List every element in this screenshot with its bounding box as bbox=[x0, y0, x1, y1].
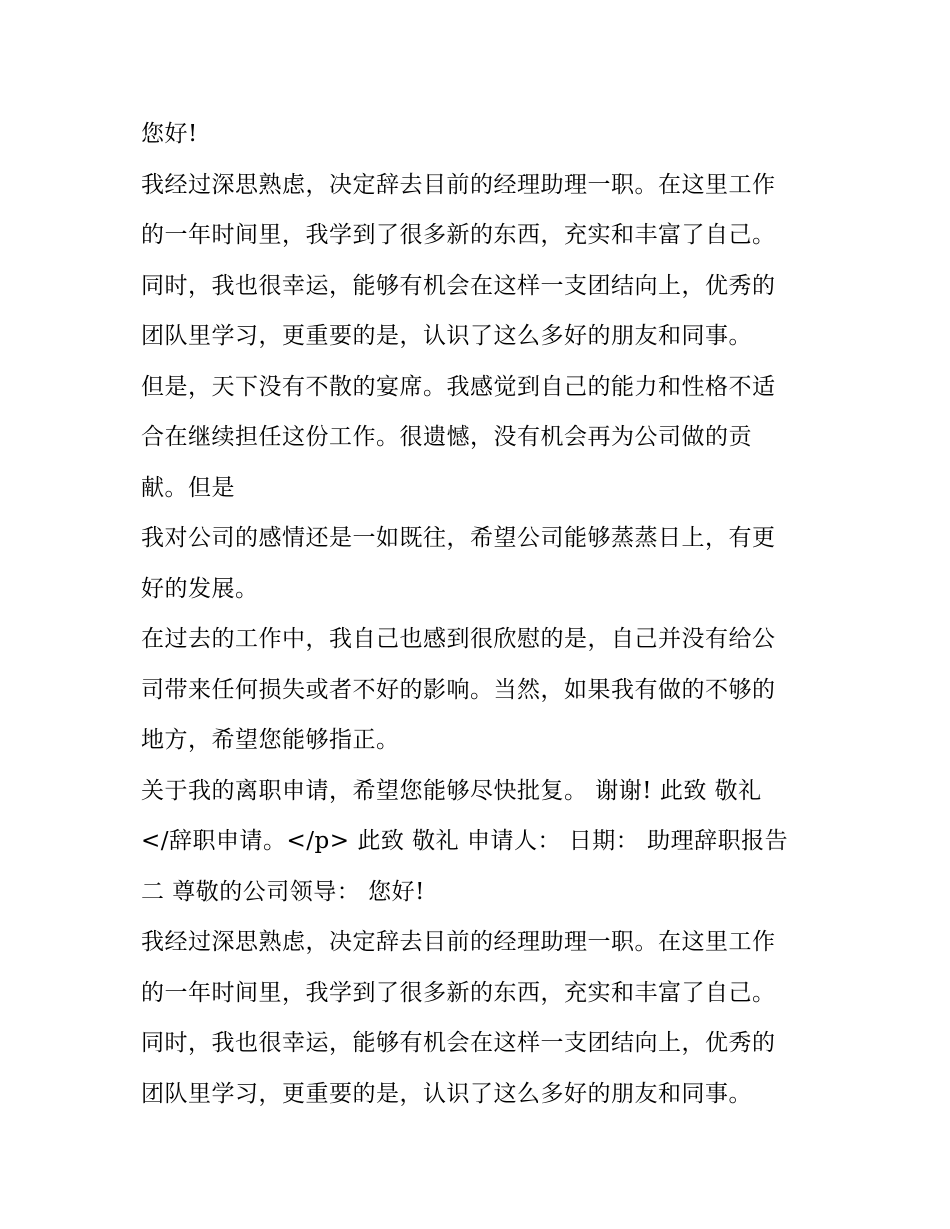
text-line: 我经过深思熟虑，决定辞去目前的经理助理一职。在这里工作 bbox=[141, 171, 776, 198]
text-line: 我经过深思熟虑，决定辞去目前的经理助理一职。在这里工作 bbox=[141, 929, 776, 955]
text-line: 的一年时间里，我学到了很多新的东西，充实和丰富了自己。 bbox=[141, 979, 776, 1006]
text-line: 团队里学习，更重要的是，认识了这么多好的朋友和同事。 bbox=[141, 323, 752, 349]
text-line: 地方，希望您能够指正。 bbox=[141, 727, 400, 753]
text-line: 二 尊敬的公司领导： 您好! bbox=[141, 878, 425, 905]
text-line: 您好! bbox=[141, 121, 198, 147]
text-line: 但是，天下没有不散的宴席。我感觉到自己的能力和性格不适 bbox=[141, 373, 776, 400]
text-line: 团队里学习，更重要的是，认识了这么多好的朋友和同事。 bbox=[141, 1080, 752, 1107]
text-line: 司带来任何损失或者不好的影响。当然，如果我有做的不够的 bbox=[141, 676, 776, 703]
text-line: 献。但是 bbox=[141, 474, 235, 501]
text-line: 我对公司的感情还是一如既往，希望公司能够蒸蒸日上，有更 bbox=[141, 525, 776, 551]
document-body bbox=[141, 109, 821, 1119]
text-line: 关于我的离职申请，希望您能够尽快批复。 谢谢! 此致 敬礼 bbox=[141, 777, 762, 804]
text-line: 的一年时间里，我学到了很多新的东西，充实和丰富了自己。 bbox=[141, 222, 776, 248]
text-line: 在过去的工作中，我自己也感到很欣慰的是，自己并没有给公 bbox=[141, 626, 776, 652]
text-line: 同时，我也很幸运，能够有机会在这样一支团结向上，优秀的 bbox=[141, 1030, 776, 1056]
text-line: 合在继续担任这份工作。很遗憾，没有机会再为公司做的贡 bbox=[141, 424, 752, 450]
text-line: 好的发展。 bbox=[141, 575, 259, 602]
text-line: </辞职申请。</p> 此致 敬礼 申请人： 日期： 助理辞职报告 bbox=[141, 828, 789, 854]
text-line: 同时，我也很幸运，能够有机会在这样一支团结向上，优秀的 bbox=[141, 272, 776, 299]
